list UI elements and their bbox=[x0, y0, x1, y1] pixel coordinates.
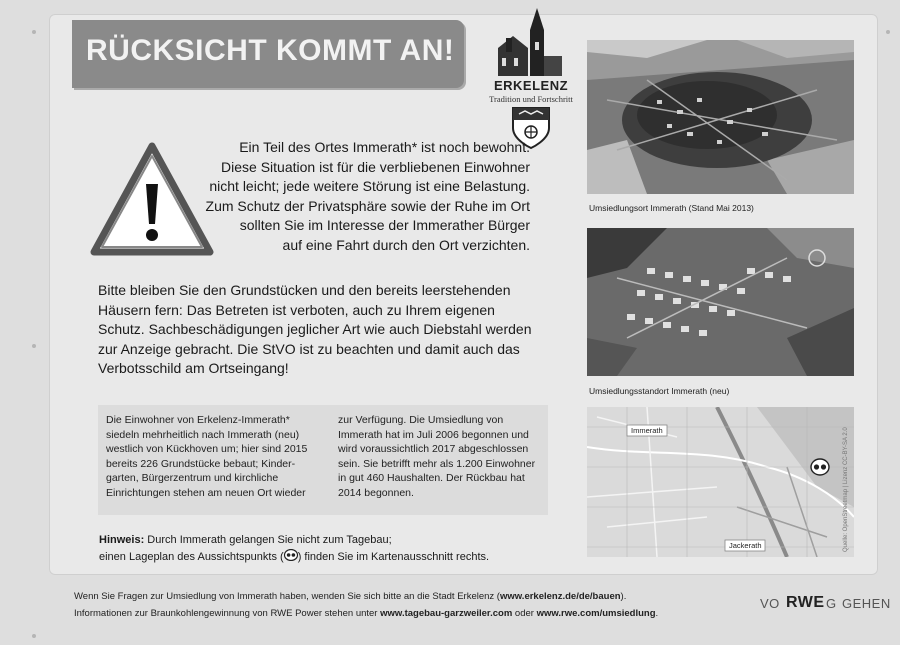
info-column-right bbox=[338, 413, 543, 500]
info-line: garten, Bürgerzentrum und kirchliche bbox=[106, 472, 279, 484]
intro-line: Ein Teil des Ortes Immerath* ist noch bewohnt. bbox=[239, 139, 530, 155]
intro-text bbox=[160, 138, 530, 255]
info-column-left bbox=[106, 413, 321, 500]
paragraph-line: zur Anzeige gebracht. Die StVO ist zu beachten und damit auch das bbox=[98, 340, 520, 357]
info-line: zur Verfügung. Die Umsiedlung von bbox=[338, 414, 504, 426]
erkelenz-logo bbox=[488, 8, 574, 153]
info-box bbox=[98, 405, 548, 515]
footer-line: Wenn Sie Fragen zur Umsiedlung von Immerath haben, wenden Sie sich bitte an die Stadt Erkelenz ( bbox=[74, 591, 500, 602]
info-line: sein. Sie betrifft mehr als 1.200 Einwohner bbox=[338, 457, 536, 470]
aerial-photo-new bbox=[587, 228, 854, 376]
page-title: RÜCKSICHT KOMMT AN! bbox=[86, 34, 455, 67]
rwe-link[interactable]: www.rwe.com/umsiedlung bbox=[536, 608, 656, 619]
info-line: bereits 226 Grundstücke bebaut; Kinder- bbox=[106, 457, 296, 470]
warning-paragraph bbox=[98, 281, 548, 379]
footer-text bbox=[74, 588, 658, 622]
footer-line: . bbox=[655, 608, 659, 619]
screw bbox=[886, 30, 890, 34]
paragraph-line: Bitte bleiben Sie den Grundstücken und den bereits leerstehenden bbox=[98, 282, 511, 298]
footer-line: ). bbox=[620, 591, 627, 602]
info-line: Die Einwohner von Erkelenz-Immerath* bbox=[106, 414, 290, 426]
tagebau-link[interactable]: www.tagebau-garzweiler.com bbox=[380, 608, 513, 619]
hint-line: einen Lageplan des Aussichtspunkts ( bbox=[99, 550, 284, 563]
info-line: 2014 begonnen. bbox=[338, 486, 414, 499]
info-line: siedeln mehrheitlich nach Immerath (neu) bbox=[106, 428, 300, 441]
intro-line: sollten Sie im Interesse der Immerather Bürger bbox=[239, 217, 530, 233]
rwe-mark: RWE bbox=[786, 594, 825, 611]
screw bbox=[32, 634, 36, 638]
info-line: Immerath hat im Juli 2006 begonnen und bbox=[338, 428, 529, 441]
erkelenz-link[interactable]: www.erkelenz.de/de/bauen bbox=[499, 591, 621, 602]
footer-line: oder bbox=[512, 608, 537, 619]
viewpoint-icon bbox=[284, 549, 298, 561]
footer-line: Informationen zur Braunkohlengewinnung von RWE Power stehen unter bbox=[74, 608, 381, 619]
logo-tagline: Tradition und Fortschritt bbox=[489, 94, 573, 104]
logo-name: ERKELENZ bbox=[493, 78, 569, 93]
aerial-photo-old bbox=[587, 40, 854, 194]
map-label-jackerath: Jackerath bbox=[729, 541, 762, 550]
title-banner bbox=[72, 20, 464, 88]
photo-caption-new: Umsiedlungsstandort Immerath (neu) bbox=[589, 386, 730, 396]
screw bbox=[32, 344, 36, 348]
vorweg-gehen-logo bbox=[760, 590, 890, 620]
church-icon bbox=[488, 8, 574, 78]
logo-part: GEHEN bbox=[842, 596, 891, 611]
hint-line: ) finden Sie im Kartenausschnitt rechts. bbox=[297, 550, 490, 563]
location-map bbox=[587, 407, 854, 557]
intro-line: Zum Schutz der Privatsphäre sowie der Ruhe im Ort bbox=[205, 197, 530, 214]
info-line: westlich von Kückhoven um; hier sind 2015 bbox=[106, 443, 308, 455]
hint-line: Durch Immerath gelangen Sie nicht zum Tagebau; bbox=[144, 534, 392, 546]
intro-line: Diese Situation ist für die verbliebenen Einwohner bbox=[221, 158, 530, 175]
map-label-immerath: Immerath bbox=[631, 426, 663, 435]
intro-line: auf eine Fahrt durch den Ort verzichten. bbox=[282, 236, 530, 253]
photo-caption-old: Umsiedlungsort Immerath (Stand Mai 2013) bbox=[589, 203, 754, 213]
paragraph-line: Häusern fern: Das Betreten ist verboten, auch zu Ihrem eigenen bbox=[98, 301, 495, 318]
hint-label: Hinweis: bbox=[99, 534, 145, 546]
screw bbox=[32, 30, 36, 34]
intro-line: nicht leicht; jede weitere Störung ist eine Belastung. bbox=[209, 178, 530, 194]
hint-text bbox=[99, 533, 559, 565]
paragraph-line: Schutz. Sachbeschädigungen jeglicher Art wie auch Diebstahl werden bbox=[98, 321, 532, 337]
logo-part: G bbox=[826, 596, 837, 611]
paragraph-line: Verbotsschild am Ortseingang! bbox=[98, 360, 289, 376]
info-line: in gut 460 Haushalten. Der Rückbau hat bbox=[338, 472, 525, 484]
map-credit: Quelle: OpenStreetmap | Lizenz CC-BY-SA 2.0 bbox=[843, 427, 849, 552]
logo-part: VO bbox=[760, 596, 780, 611]
info-line: Einrichtungen stehen am neuen Ort wieder bbox=[106, 486, 306, 499]
info-line: wird voraussichtlich 2017 abgeschlossen bbox=[338, 443, 529, 455]
